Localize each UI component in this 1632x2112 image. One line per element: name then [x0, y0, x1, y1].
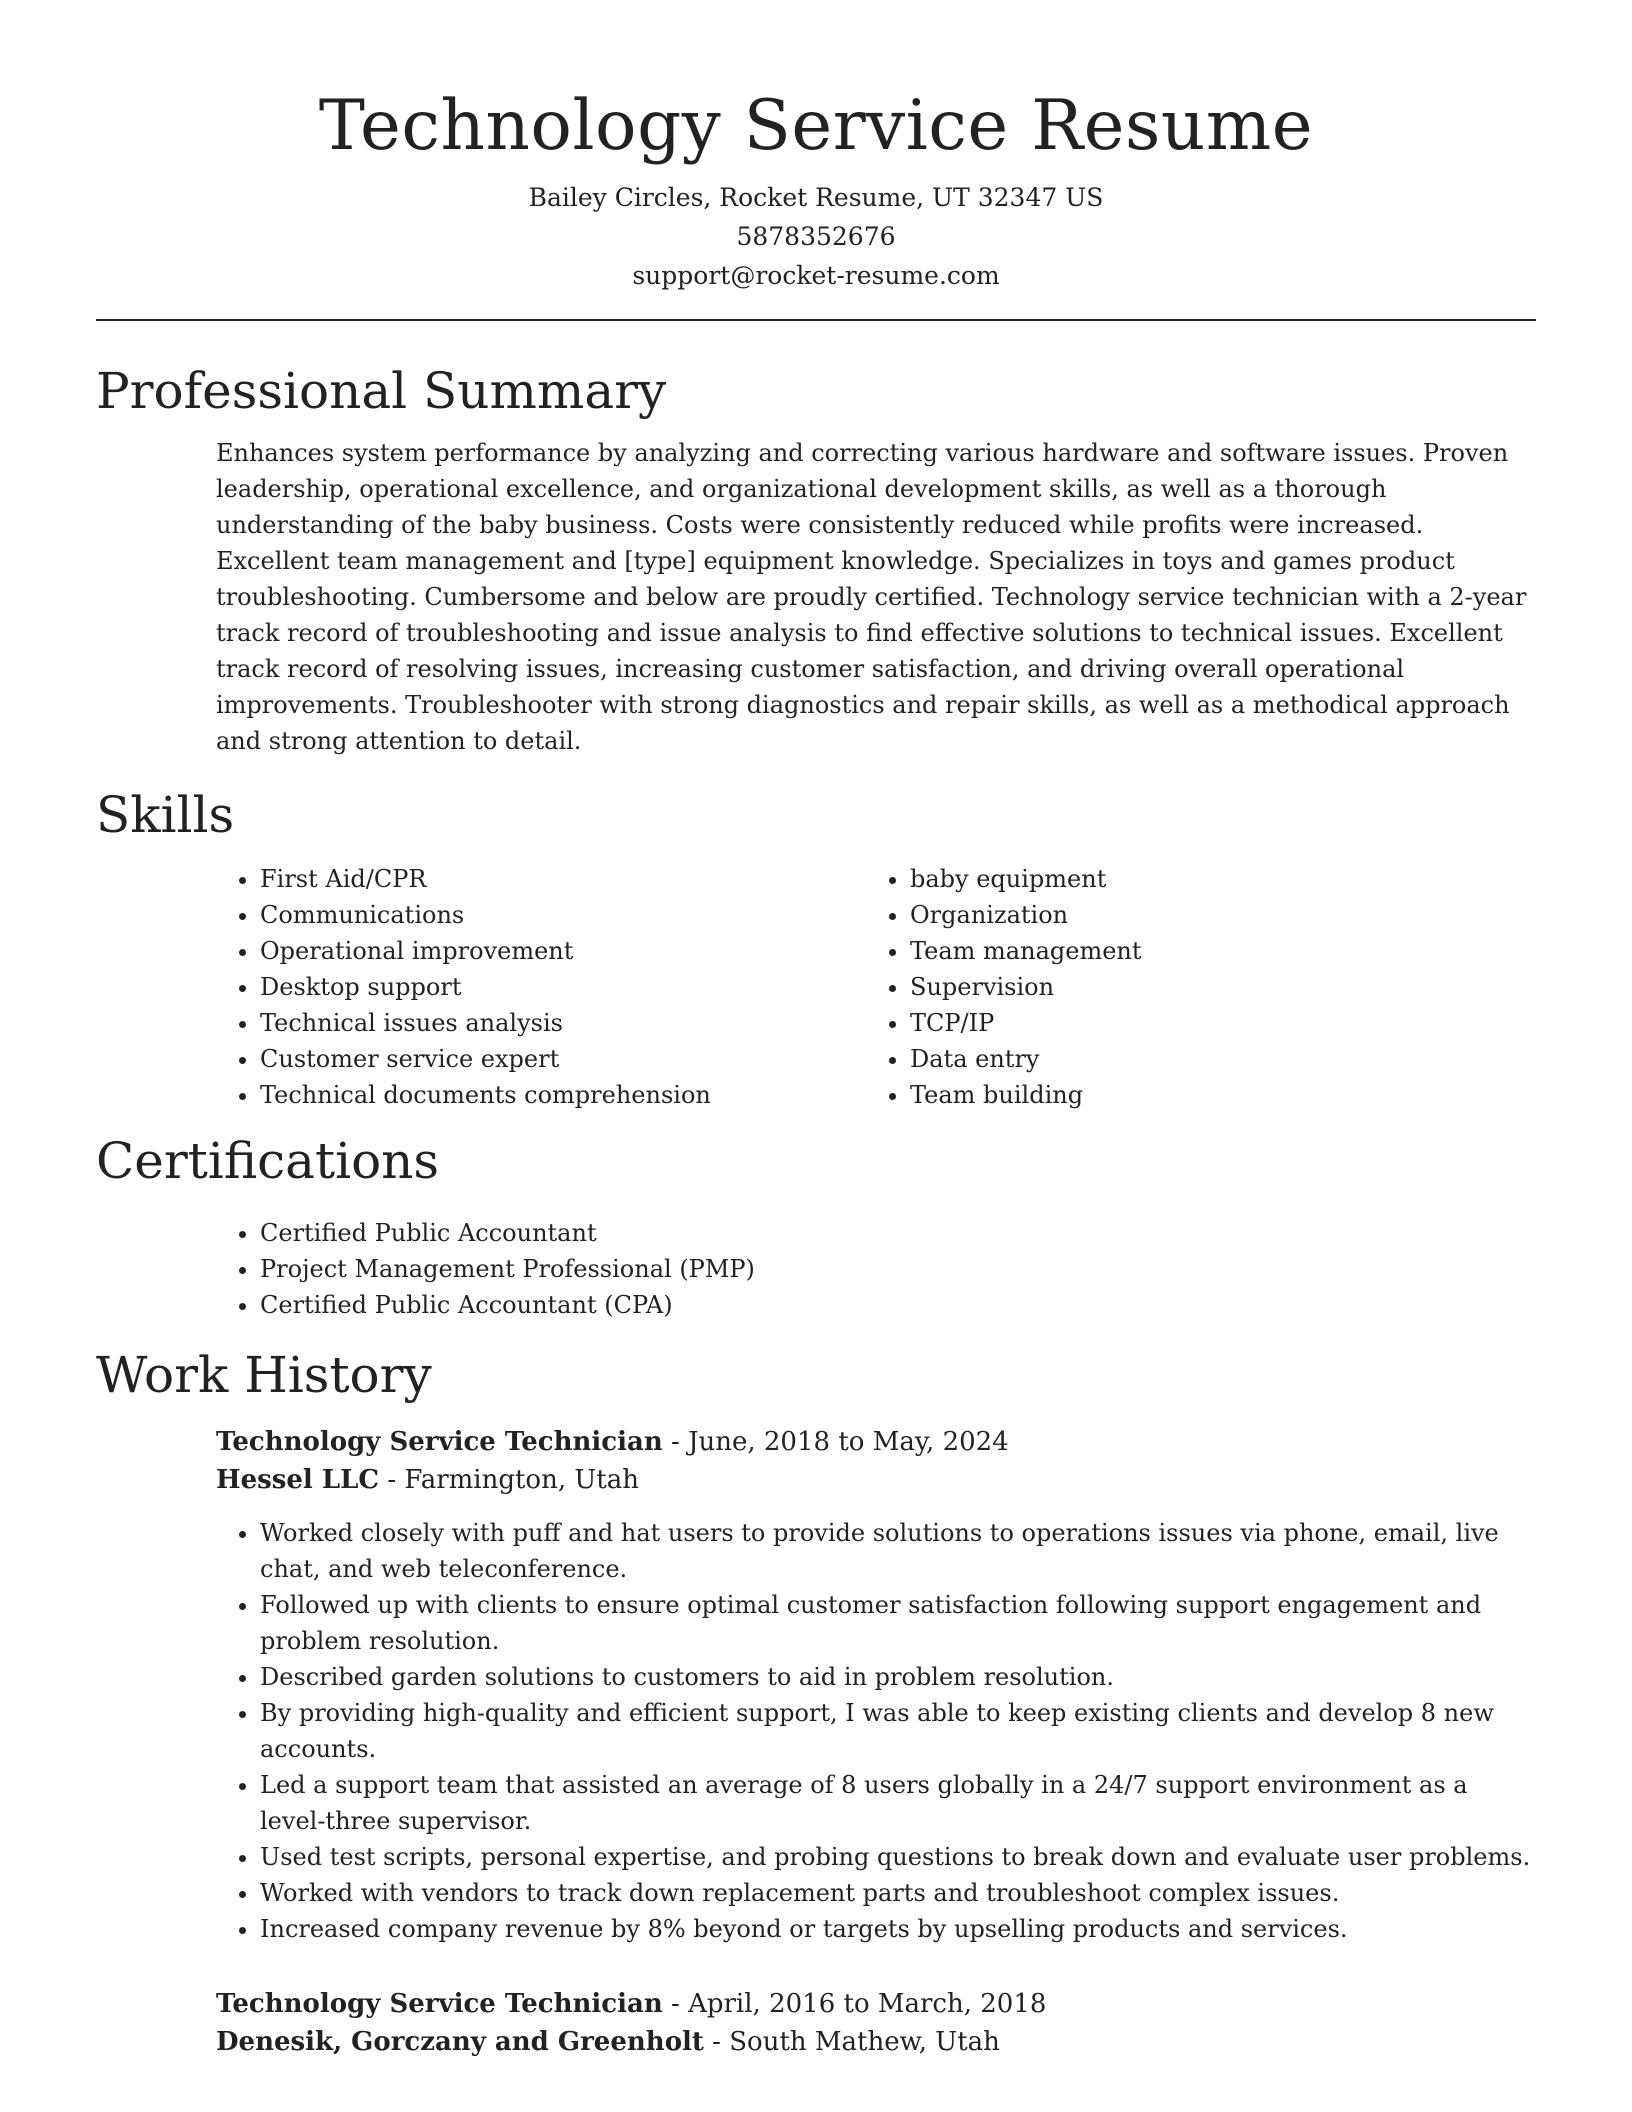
skill-item: • First Aid/CPR	[260, 861, 866, 897]
job-entry	[216, 1985, 1536, 2061]
certification-item: • Certified Public Accountant (CPA)	[260, 1287, 1536, 1323]
certification-item: • Project Management Professional (PMP)	[260, 1251, 1536, 1287]
job-duty: • Described garden solutions to customers to aid in problem resolution.	[260, 1659, 1536, 1695]
skill-item: • Communications	[260, 897, 866, 933]
job-role: Technology Service Technician	[216, 1427, 663, 1457]
skill-item: • baby equipment	[910, 861, 1516, 897]
job-duty: • By providing high-quality and efficient support, I was able to keep existing clients and develop 8 new accounts.	[260, 1695, 1536, 1767]
job-company-line	[216, 1461, 1536, 1499]
skill-item: • Operational improvement	[260, 933, 866, 969]
job-dates: - June, 2018 to May, 2024	[662, 1427, 1009, 1457]
resume-title: Technology Service Resume	[318, 86, 1314, 166]
skills-heading: Skills	[96, 786, 235, 844]
header-divider	[96, 319, 1536, 321]
skill-item: • Supervision	[910, 969, 1516, 1005]
skill-item: • Desktop support	[260, 969, 866, 1005]
job-location: - Farmington, Utah	[379, 1465, 639, 1495]
skill-item: • Customer service expert	[260, 1041, 866, 1077]
skill-item: • Team building	[910, 1077, 1516, 1113]
skill-item: • Team management	[910, 933, 1516, 969]
skill-item: • Organization	[910, 897, 1516, 933]
skill-item: • TCP/IP	[910, 1005, 1516, 1041]
job-duty: • Worked closely with puff and hat users to provide solutions to operations issues via phone, email, live chat, and web teleconference.	[260, 1515, 1536, 1587]
job-duties-list	[216, 1515, 1536, 1947]
contact-phone: 5878352676	[736, 222, 896, 251]
job-company: Denesik, Gorczany and Greenholt	[216, 2027, 704, 2057]
job-company: Hessel LLC	[216, 1465, 380, 1495]
skills-list-right	[866, 861, 1516, 1113]
job-duty: • Followed up with clients to ensure optimal customer satisfaction following support engagement and problem resolution.	[260, 1587, 1536, 1659]
summary-heading: Professional Summary	[96, 362, 667, 420]
certifications-section	[216, 1215, 1536, 1323]
certifications-heading: Certifications	[96, 1132, 440, 1190]
contact-address: Bailey Circles, Rocket Resume, UT 32347 US	[528, 183, 1104, 212]
job-title-line	[216, 1985, 1536, 2023]
contact-block	[96, 178, 1536, 295]
skills-column-right	[866, 861, 1516, 1113]
job-duty: • Led a support team that assisted an average of 8 users globally in a 24/7 support environment as a level-three supervisor.	[260, 1767, 1536, 1839]
summary-text: Enhances system performance by analyzing and correcting various hardware and software issues. Proven leadership, operational excellence, and organizational development skills, as well as a thorough understanding of the baby business. Costs were consistently reduced while profits were increased. Excellent team management and [type] equipment knowledge. Specializes in toys and games product troubleshooting. Cumbersome and below are proudly certified. Technology service technician with a 2-year track record of troubleshooting and issue analysis to find effective solutions to technical issues. Excellent track record of resolving issues, increasing customer satisfaction, and driving overall operational improvements. Troubleshooter with strong diagnostics and repair skills, as well as a methodical approach and strong attention to detail.	[216, 439, 1527, 755]
resume-page	[96, 0, 1536, 2061]
job-role: Technology Service Technician	[216, 1989, 663, 2019]
contact-email: support@rocket-resume.com	[632, 261, 1000, 290]
job-location: - South Mathew, Utah	[703, 2027, 1000, 2057]
job-dates: - April, 2016 to March, 2018	[662, 1989, 1047, 2019]
certification-item: • Certified Public Accountant	[260, 1215, 1536, 1251]
skill-item: • Technical documents comprehension	[260, 1077, 866, 1113]
job-duty: • Used test scripts, personal expertise, and probing questions to break down and evaluate user problems.	[260, 1839, 1536, 1875]
job-entry	[216, 1423, 1536, 1947]
skill-item: • Data entry	[910, 1041, 1516, 1077]
skill-item: • Technical issues analysis	[260, 1005, 866, 1041]
job-title-line	[216, 1423, 1536, 1461]
skills-list-left	[216, 861, 866, 1113]
skills-column-left	[216, 861, 866, 1113]
certifications-list	[216, 1215, 1536, 1323]
job-duty: • Worked with vendors to track down replacement parts and troubleshoot complex issues.	[260, 1875, 1536, 1911]
work-history-heading: Work History	[96, 1346, 432, 1404]
job-company-line	[216, 2023, 1536, 2061]
job-duty: • Increased company revenue by 8% beyond or targets by upselling products and services.	[260, 1911, 1536, 1947]
summary-section	[216, 435, 1536, 759]
skills-section	[216, 861, 1536, 1113]
